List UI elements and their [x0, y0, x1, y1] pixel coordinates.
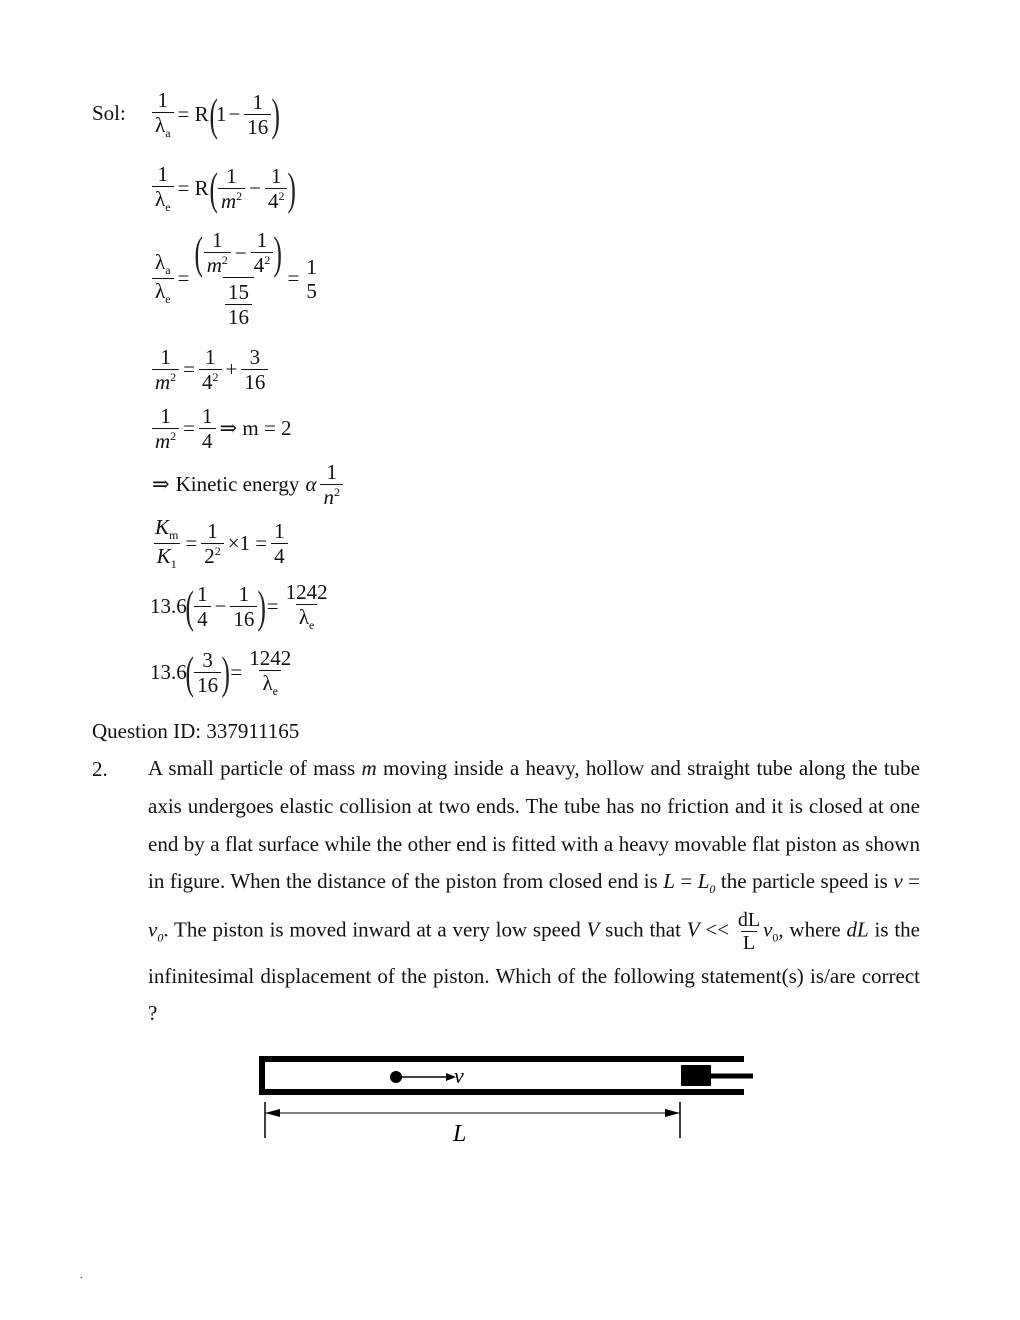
dimension-arrow-right: [665, 1109, 680, 1117]
dimension-arrow-left: [265, 1109, 280, 1117]
question-text: A small particle of mass m moving inside a heavy, hollow and straight tube along the tube axis undergoes elastic collision at two ends. The tube has no friction and it is closed at one end by a flat surface while the other end is fitted with a heavy movable flat piston as shown in figure. When the distance of the piston from closed end is $L = L_0$ the particle speed is $v = v_0$. The piston is moved inward at a very low speed V such that V << $\frac{dL}{L}$ $v_0$, where dL is the infinitesimal displacement of the piston. Which of the following statement(s) is/are correct ?: [148, 756, 921, 1026]
fraction-dl-over-l: $\frac{dL}{L}$: [737, 909, 761, 955]
equation-line-6: ⇒ Kinetic energy α $\frac{1}{n^2}$: [150, 460, 345, 509]
equation-line-4: $\frac{1}{m^2}$ = $\frac{1}{4^2}$ + $\frac{3}{16}$: [150, 345, 270, 394]
equation-line-8: 13.6 ( $\frac{1}{4}$ − $\frac{1}{16}$ ) = $\frac{1242}{\lambda_e}$: [150, 580, 328, 633]
equation-line-7: $\frac{K_m}{K_1}$ = $\frac{1}{2^2}$ ×1 = $\frac{1}{4}$: [150, 515, 290, 572]
question-number: 2.: [92, 757, 108, 781]
piston: [681, 1065, 711, 1086]
equation-line-5: $\frac{1}{m^2}$ = $\frac{1}{4}$ ⇒ m = 2: [150, 404, 294, 453]
tube-piston-figure: [250, 1050, 760, 1150]
velocity-label: v: [454, 1063, 464, 1088]
length-label: L: [453, 1121, 467, 1147]
equation-line-1: $\frac{1}{\lambda_a}$ = R ( 1 − $\frac{1}{16}$ ): [150, 88, 279, 141]
equation-line-9: 13.6 ( $\frac{3}{16}$ ) = $\frac{1242}{\lambda_e}$: [150, 646, 292, 699]
solution-label: Sol:: [92, 101, 126, 125]
equation-line-3: $\frac{\lambda_a}{\lambda_e}$ = ( $\frac{1}{m^2}$ − $\frac{1}{4^2}$ ) $\frac{15}{16}$ = 1 5: [150, 228, 322, 330]
particle: [390, 1071, 402, 1083]
question-id: Question ID: 337911165: [92, 719, 300, 743]
equation-line-2: $\frac{1}{\lambda_e}$ = R ( $\frac{1}{m^2}$ − $\frac{1}{4^2}$ ): [150, 162, 295, 215]
footer-mark: .: [80, 1270, 83, 1281]
